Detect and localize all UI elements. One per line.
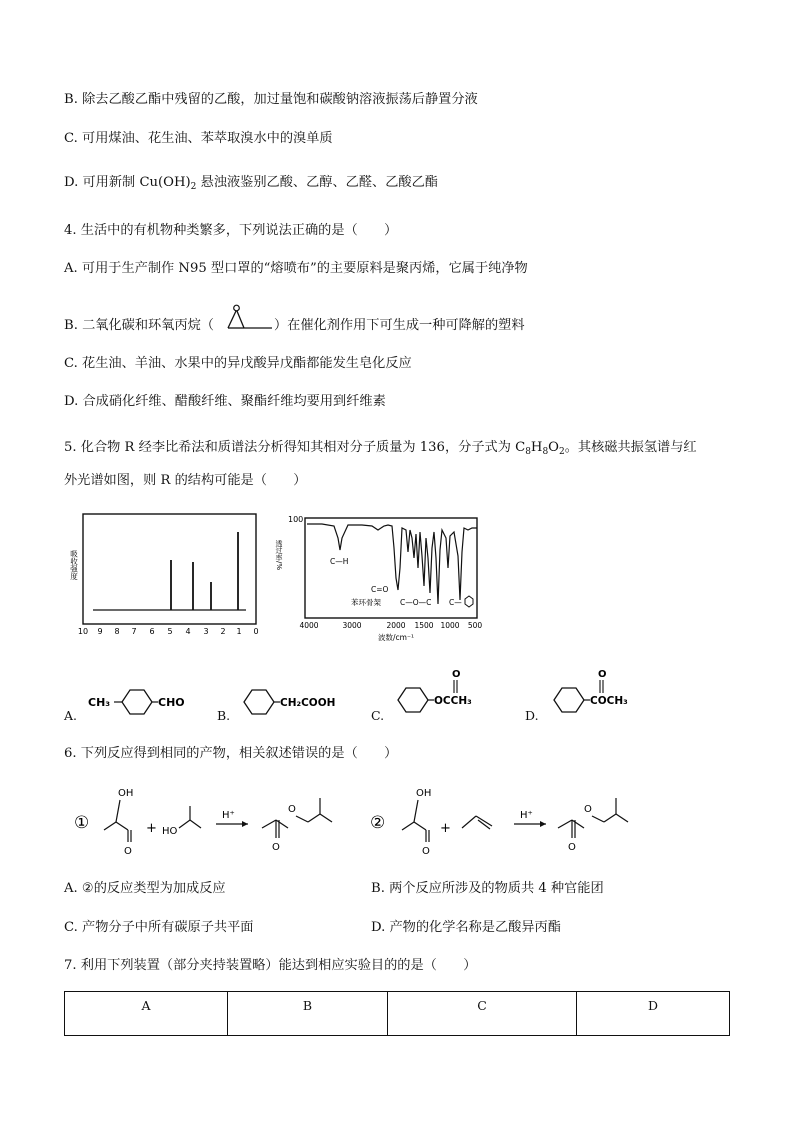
table-row [65, 992, 730, 1036]
svg-text:HO: HO [162, 826, 178, 837]
nmr-tick: 1 [236, 627, 242, 636]
nmr-tick: 3 [203, 627, 209, 636]
ir-spectrum-figure [272, 508, 492, 644]
svg-text:O: O [288, 804, 296, 815]
ir-ann-ring: 苯环骨架 [351, 598, 381, 607]
reaction-1-marker: ① [74, 813, 90, 833]
q6-reaction-1 [70, 782, 360, 858]
nmr-spectrum-figure [66, 510, 266, 640]
q7-col-c: C [388, 992, 577, 1036]
nmr-tick: 9 [97, 627, 103, 636]
q6-option-a: A. ②的反应类型为加成反应 [64, 881, 226, 896]
q6-stem: 6. 下列反应得到相同的产物，相关叙述错误的是（ ） [64, 746, 398, 761]
benzene-ring-icon [398, 688, 428, 712]
q4-option-b: B. 二氧化碳和环氧丙烷（ ）在催化剂作用下可生成一种可降解的塑料 [64, 318, 525, 333]
benzene-ring-icon [554, 688, 584, 712]
ir-ylabel: 透过率/% [275, 540, 283, 571]
nmr-tick: 10 [77, 627, 89, 636]
q3-d-suffix: 悬浊液鉴别乙酸、乙醇、乙醛、乙酸乙酯 [200, 175, 438, 190]
nmr-ticks [78, 627, 259, 636]
q5-a-cho: CHO [158, 696, 185, 709]
ir-ann-co: C=O [371, 585, 389, 594]
q6-reaction-2 [368, 782, 658, 858]
svg-text:O: O [422, 846, 430, 857]
q4-stem: 4. 生活中的有机物种类繁多，下列说法正确的是（ ） [64, 223, 398, 238]
q5-c-occh3: OCCH₃ [434, 695, 472, 707]
q6-option-d: D. 产物的化学名称是乙酸异丙酯 [371, 920, 561, 935]
svg-text:OH: OH [416, 788, 432, 799]
q3-option-b: B. 除去乙酸乙酯中残留的乙酸，加过量饱和碳酸钠溶液振荡后静置分液 [64, 92, 478, 107]
epoxypropane-structure-icon [222, 300, 282, 334]
ir-ann-coc: C—O—C [400, 598, 432, 607]
ir-tick: 4000 [299, 621, 319, 630]
svg-text:H⁺: H⁺ [222, 810, 235, 821]
q5-option-a-structure [86, 684, 196, 720]
nmr-tick: 4 [185, 627, 191, 636]
svg-text:O: O [584, 804, 592, 815]
svg-text:O: O [272, 842, 280, 853]
q5-stem-line2: 外光谱如图，则 R 的结构可能是（ ） [64, 473, 307, 488]
q5-stem-line1: 5. 化合物 R 经李比希法和质谱法分析得知其相对分子质量为 136，分子式为 $C_8H_8O_2$。其核磁共振氢谱与红 [64, 440, 697, 457]
nmr-tick: 6 [149, 627, 155, 636]
benzene-ring-icon [122, 690, 152, 714]
q3-option-c: C. 可用煤油、花生油、苯萃取溴水中的溴单质 [64, 131, 333, 146]
ir-tick: 1000 [440, 621, 460, 630]
q5-d-coch3: COCH₃ [590, 695, 628, 707]
nmr-tick: 8 [114, 627, 120, 636]
nmr-tick: 5 [167, 627, 173, 636]
q3-option-d [64, 174, 438, 196]
q5-c-carbonyl-o: O [452, 669, 461, 680]
q4-option-c: C. 花生油、羊油、水果中的异戊酸异戊酯都能发生皂化反应 [64, 356, 412, 371]
q3-d-prefix: D. 可用新制 [64, 175, 136, 190]
ir-ann-ch: C—H [330, 557, 349, 566]
svg-text:O: O [124, 846, 132, 857]
svg-text:O: O [568, 842, 576, 853]
q4-option-d: D. 合成硝化纤维、醋酸纤维、聚酯纤维均要用到纤维素 [64, 394, 386, 409]
nmr-ylabel: 吸收强度 [69, 550, 79, 580]
q5-option-c-label: C. [371, 708, 385, 723]
svg-text:OH: OH [118, 788, 134, 799]
q6-option-c: C. 产物分子中所有碳原子共平面 [64, 920, 254, 935]
q5-a-ch3: CH₃ [88, 696, 111, 709]
ir-tick: 2000 [386, 621, 406, 630]
q7-options-table [64, 991, 730, 1036]
ir-tick: 1500 [414, 621, 434, 630]
q5-b-ch2cooh: CH₂COOH [280, 697, 336, 709]
q5-d-carbonyl-o: O [598, 669, 607, 680]
q7-stem: 7. 利用下列装置（部分夹持装置略）能达到相应实验目的的是（ ） [64, 958, 477, 973]
ir-benzene-icon [465, 596, 473, 607]
nmr-tick: 7 [131, 627, 137, 636]
q4-option-a: A. 可用于生产制作 N95 型口罩的“熔喷布”的主要原料是聚丙烯，它属于纯净物 [64, 261, 528, 276]
q5-option-a-label: A. [64, 708, 78, 723]
q5-option-b-label: B. [217, 708, 231, 723]
reaction-2-marker: ② [370, 813, 386, 833]
nmr-tick: 2 [220, 627, 226, 636]
q5-option-b-structure [238, 684, 348, 720]
ir-xlabel: 波数/cm⁻¹ [378, 633, 414, 642]
q5-option-d-structure [548, 666, 658, 722]
q5-option-d-label: D. [525, 708, 539, 723]
ir-ann-cring: C— [449, 598, 462, 607]
svg-text:H⁺: H⁺ [520, 810, 533, 821]
q5-molecular-formula: $C_8H_8O_2$ [515, 440, 565, 457]
benzene-ring-icon [244, 690, 274, 714]
ir-tick: 3000 [342, 621, 362, 630]
ir-tick: 500 [467, 621, 483, 630]
svg-text:+: + [146, 821, 157, 836]
nmr-tick: 0 [253, 627, 259, 636]
ir-y100: 100 [288, 515, 304, 524]
q6-option-b: B. 两个反应所涉及的物质共 4 种官能团 [371, 881, 604, 896]
q5-option-c-structure [392, 666, 502, 722]
q7-col-d: D [577, 992, 730, 1036]
q7-col-b: B [228, 992, 388, 1036]
svg-text:+: + [440, 821, 451, 836]
q3-d-formula: $Cu(OH)_2$ [139, 175, 197, 192]
q7-col-a: A [65, 992, 228, 1036]
